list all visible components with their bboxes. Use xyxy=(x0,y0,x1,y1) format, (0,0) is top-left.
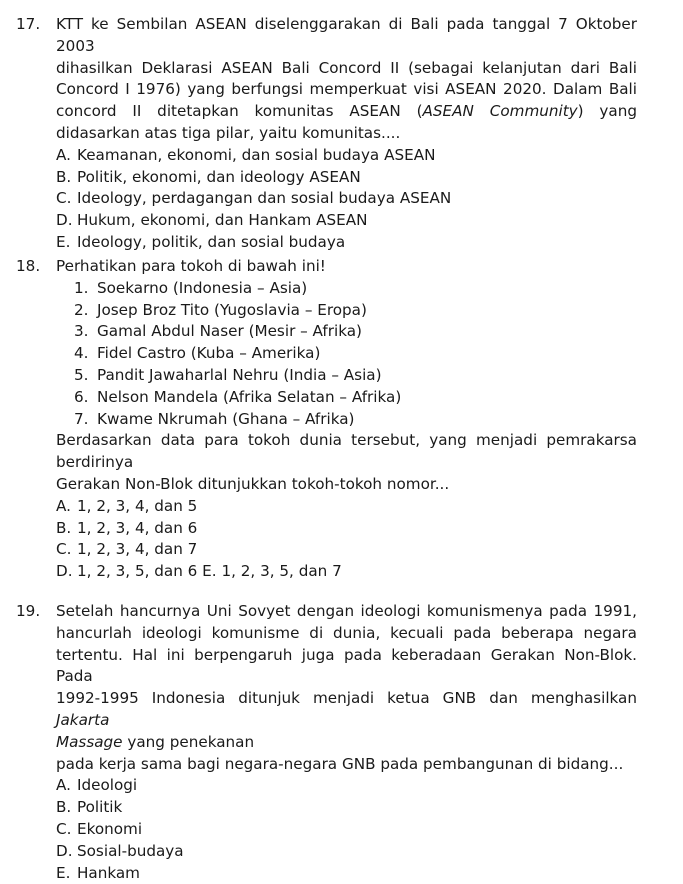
figure-item xyxy=(74,321,637,343)
figure-item xyxy=(74,343,637,365)
figure-text: Josep Broz Tito (Yugoslavia – Eropa) xyxy=(97,300,367,319)
option-text: Ideologi xyxy=(77,776,138,795)
stem-line xyxy=(56,732,637,754)
stem-line: Setelah hancurnya Uni Sovyet dengan ideologi komunismenya pada 1991, xyxy=(56,602,637,620)
figure-item xyxy=(74,365,637,387)
option-text: Politik, ekonomi, dan ideology ASEAN xyxy=(77,167,361,186)
answer-option-a[interactable] xyxy=(56,775,637,797)
figure-text: Nelson Mandela (Afrika Selatan – Afrika) xyxy=(97,387,402,406)
question-number: 19. xyxy=(16,602,41,620)
answer-option-b[interactable] xyxy=(56,797,637,819)
answer-options-de-row xyxy=(56,561,637,583)
stem-text: yang penekanan xyxy=(122,732,255,751)
option-letter: C. xyxy=(56,540,72,559)
answer-option-c[interactable] xyxy=(56,188,637,210)
answer-option-d[interactable] xyxy=(56,841,637,863)
question-stem xyxy=(56,601,637,754)
figure-number: 4. xyxy=(74,344,89,363)
stem-line: Gerakan Non-Blok ditunjukkan tokoh-tokoh nomor... xyxy=(56,474,450,493)
option-text: Keamanan, ekonomi, dan sosial budaya ASEAN xyxy=(77,145,436,164)
question-stem xyxy=(56,14,637,145)
option-text: Ideology, perdagangan dan sosial budaya ASEAN xyxy=(77,189,452,208)
option-letter: C. xyxy=(56,189,72,208)
option-text: Hankam xyxy=(77,863,140,882)
option-text: 1, 2, 3, 4, dan 6 xyxy=(77,518,198,537)
figure-number: 5. xyxy=(74,365,89,384)
option-letter: D. xyxy=(56,841,73,860)
stem-line xyxy=(56,101,637,123)
figure-text: Gamal Abdul Naser (Mesir – Afrika) xyxy=(97,322,362,341)
option-text: Politik xyxy=(77,798,123,817)
question-intro xyxy=(56,256,637,278)
stem-italic-term: ASEAN Community xyxy=(422,102,578,121)
option-letter: B. xyxy=(56,518,72,537)
stem-italic-term: Massage xyxy=(56,732,123,751)
stem-line: dihasilkan Deklarasi ASEAN Bali Concord II (sebagai kelanjutan dari Bali xyxy=(56,58,637,77)
option-letter: E. xyxy=(56,232,71,251)
option-letter: A. xyxy=(56,776,71,795)
question-stem-continued xyxy=(56,754,637,776)
figure-number: 6. xyxy=(74,387,89,406)
stem-text: ) yang xyxy=(577,102,637,121)
answer-option-a[interactable] xyxy=(56,145,637,167)
option-letter: C. xyxy=(56,819,72,838)
option-text: Sosial-budaya xyxy=(77,841,184,860)
option-letter: A. xyxy=(56,145,71,164)
answer-option-b[interactable] xyxy=(56,518,637,540)
figure-number: 2. xyxy=(74,300,89,319)
question-18 xyxy=(16,256,637,583)
figure-text: Pandit Jawaharlal Nehru (India – Asia) xyxy=(97,365,382,384)
question-number: 18. xyxy=(16,257,41,275)
intro-line: Perhatikan para tokoh di bawah ini! xyxy=(56,257,326,275)
option-text: 1, 2, 3, 4, dan 5 xyxy=(77,496,198,515)
answer-option-d[interactable] xyxy=(56,210,637,232)
figure-number: 1. xyxy=(74,278,89,297)
option-text: Ideology, politik, dan sosial budaya xyxy=(77,232,346,251)
answer-option-c[interactable] xyxy=(56,819,637,841)
option-text: Hukum, ekonomi, dan Hankam ASEAN xyxy=(77,211,368,230)
option-text: 1, 2, 3, 5, dan 7 xyxy=(221,562,342,581)
stem-italic-term: Jakarta xyxy=(56,710,110,729)
stem-text: concord II ditetapkan komunitas ASEAN ( xyxy=(56,102,423,121)
option-letter: D. xyxy=(56,562,73,581)
question-stem xyxy=(56,430,637,495)
question-17 xyxy=(16,14,637,254)
figure-text: Fidel Castro (Kuba – Amerika) xyxy=(97,344,321,363)
question-number: 17. xyxy=(16,15,41,33)
figure-number: 3. xyxy=(74,322,89,341)
answer-options xyxy=(56,145,637,254)
option-letter: A. xyxy=(56,496,71,515)
option-text: 1, 2, 3, 5, dan 6 xyxy=(77,562,198,581)
answer-option-e[interactable] xyxy=(56,232,637,254)
answer-option-a[interactable] xyxy=(56,496,637,518)
option-letter: B. xyxy=(56,167,72,186)
figure-list xyxy=(74,278,637,431)
answer-options xyxy=(56,496,637,583)
option-letter: E. xyxy=(202,562,217,581)
answer-option-d[interactable] xyxy=(56,561,197,583)
stem-line: didasarkan atas tiga pilar, yaitu komunitas.... xyxy=(56,123,401,142)
option-text: Ekonomi xyxy=(77,819,143,838)
answer-options xyxy=(56,775,637,884)
figure-text: Soekarno (Indonesia – Asia) xyxy=(97,278,308,297)
stem-line: hancurlah ideologi komunisme di dunia, kecuali pada beberapa negara xyxy=(56,623,637,642)
option-letter: B. xyxy=(56,798,72,817)
answer-option-c[interactable] xyxy=(56,539,637,561)
stem-line: Concord I 1976) yang berfungsi memperkuat visi ASEAN 2020. Dalam Bali xyxy=(56,80,637,99)
figure-item xyxy=(74,300,637,322)
figure-number: 7. xyxy=(74,409,89,428)
stem-text: 1992-1995 Indonesia ditunjuk menjadi ketua GNB dan menghasilkan xyxy=(56,689,637,708)
stem-line: berdirinya xyxy=(56,453,134,472)
figure-item xyxy=(74,387,637,409)
figure-item xyxy=(74,278,637,300)
figure-item xyxy=(74,409,637,431)
answer-option-e[interactable] xyxy=(56,863,637,884)
stem-line xyxy=(56,688,637,732)
stem-line: tertentu. Hal ini berpengaruh juga pada keberadaan Gerakan Non-Blok. Pada xyxy=(56,645,637,686)
option-letter: E. xyxy=(56,863,71,882)
stem-line: pada kerja sama bagi negara-negara GNB pada pembangunan di bidang... xyxy=(56,754,624,773)
answer-option-e[interactable] xyxy=(202,561,342,583)
stem-line: KTT ke Sembilan ASEAN diselenggarakan di Bali pada tanggal 7 Oktober 2003 xyxy=(56,15,637,55)
option-text: 1, 2, 3, 4, dan 7 xyxy=(77,540,198,559)
question-19 xyxy=(16,601,637,884)
answer-option-b[interactable] xyxy=(56,167,637,189)
option-letter: D. xyxy=(56,211,73,230)
figure-text: Kwame Nkrumah (Ghana – Afrika) xyxy=(97,409,355,428)
stem-line: Berdasarkan data para tokoh dunia tersebut, yang menjadi pemrakarsa xyxy=(56,431,637,450)
